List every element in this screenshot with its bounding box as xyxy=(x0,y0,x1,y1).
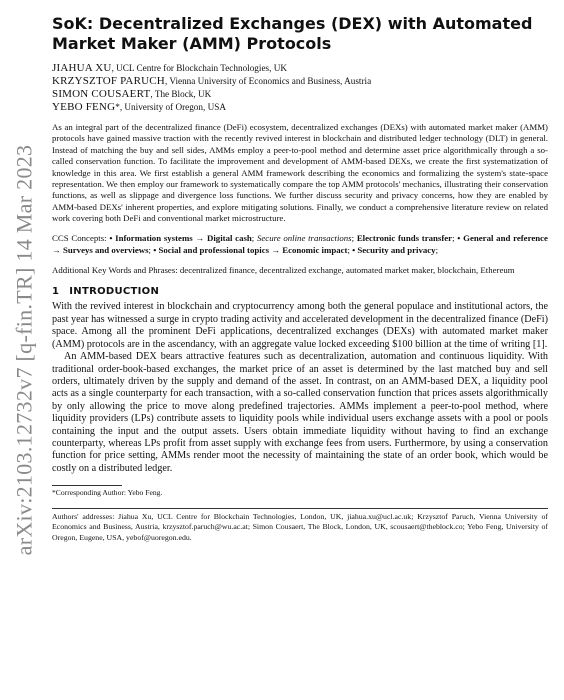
ccs-separator: ; xyxy=(148,244,154,255)
author-affiliation: , UCL Centre for Blockchain Technologies, UK xyxy=(111,63,287,73)
arxiv-stamp xyxy=(4,40,44,660)
ccs-separator: ; xyxy=(351,233,357,244)
author-name: SIMON COUSAERT xyxy=(52,88,151,100)
author-3 xyxy=(52,88,548,101)
ccs-separator: ; xyxy=(251,233,257,244)
body-paragraph: An AMM-based DEX bears attractive features such as decentralization, automation and continuous liquidity. With traditional order-book-based exchanges, the market price of an asset is determined by the last matched buy and sell orders, ultimately driven by the supply and demand of the asset. In contrast, on an AMM-based DEX, a liquidity pool acts as a single counterparty for each transaction, with a so-called conservation function that prices assets algorithmically by only allowing the price to move along predefined trajectories. AMMs implement a peer-to-pool method, where liquidity providers (LPs) contribute assets to liquidity pools while individual users exchange assets with a pool or pools containing the input and the output assets. Users obtain immediate liquidity without having to find an exchange counterparty, whereas LPs profit from asset supply with exchange fees from users. Furthermore, by using a conservation function for price setting, AMMs render moot the necessity of maintaining the state of an order book, which would be costly on a distributed ledger. xyxy=(52,351,548,474)
keywords: Additional Key Words and Phrases: decentralized finance, decentralized exchange, automated market maker, blockchain, Ethereum xyxy=(52,265,515,276)
author-addresses: Authors' addresses: Jiahua Xu, UCL Centre for Blockchain Technologies, London, UK, jiahua.xu@ucl.ac.uk; Krzysztof Paruch, Vienna University of Economics and Business, Austria, krzysztof.paruch@wu.ac.at; Simon Cousaert, The Block, London, UK, scousaert@theblock.co; Yebo Feng, University of Oregon, Eugene, USA, yebof@uoregon.edu. xyxy=(52,512,548,542)
footnote: *Corresponding Author: Yebo Feng. xyxy=(52,488,163,498)
author-list xyxy=(52,62,548,114)
abstract: As an integral part of the decentralized finance (DeFi) ecosystem, decentralized exchanges (DEXs) with automated market maker (AMM) protocols have gained massive traction with the recently revived interest in blockchain and distributed ledger technology (DLT) in general. Instead of matching the buy and sell sides, AMMs employ a peer-to-pool method and determine asset price algorithmically through a so-called conservation function. To facilitate the improvement and development of AMM-based DEXs, we create the first systematization of knowledge in this area. We first establish a general AMM framework describing the economics and formalizing the system's state-space representation. We then employ our framework to systematically compare the top AMM protocols' mechanics, illustrating their conservation functions, as well as slippage and divergence loss functions. We further discuss security and privacy concerns, how they are enabled by AMM-based DEXs' inherent properties, and explore mitigating solutions. Finally, we conduct a comprehensive literature review on related work covering both DeFi and conventional market microstructure. xyxy=(52,122,548,224)
section-heading xyxy=(52,286,548,297)
author-name: YEBO FENG xyxy=(52,101,116,113)
section-number: 1 xyxy=(52,286,60,298)
author-4 xyxy=(52,101,548,114)
author-2 xyxy=(52,75,548,88)
author-affiliation: *, University of Oregon, USA xyxy=(115,102,226,112)
ccs-separator: ; xyxy=(452,233,458,244)
author-affiliation: , Vienna University of Economics and Business, Austria xyxy=(164,76,372,86)
ccs-separator: ; xyxy=(347,244,353,255)
ccs-concept: • Security and privacy xyxy=(352,244,436,255)
ccs-concept: • General and reference → Surveys and overviews xyxy=(52,233,548,255)
paper-title: SoK: Decentralized Exchanges (DEX) with Automated Market Maker (AMM) Protocols xyxy=(52,14,533,53)
ccs-lead: CCS Concepts: xyxy=(52,233,110,244)
ccs-concepts xyxy=(52,233,548,256)
body-paragraph: With the revived interest in blockchain and cryptocurrency among both the general populace and institutional actors, the past year has witnessed a surge in crypto trading activity and accelerated development in the decentralized finance (DeFi) space. Among all the prominent DeFi applications, decentralized exchanges (DEXs) with automated market maker (AMM) protocols are in the ascendancy, with an aggregate value locked exceeding $100 billion at the time of writing [1]. xyxy=(52,301,548,350)
ccs-concept: Secure online transactions xyxy=(257,233,352,244)
addresses-divider xyxy=(52,508,548,509)
ccs-concept: Electronic funds transfer xyxy=(356,233,453,244)
author-name: JIAHUA XU xyxy=(52,62,112,74)
author-1 xyxy=(52,62,548,75)
footnote-divider xyxy=(52,485,122,486)
ccs-concept: • Social and professional topics → Economic impact xyxy=(153,244,348,255)
section-title: INTRODUCTION xyxy=(69,286,160,298)
ccs-separator: ; xyxy=(435,244,439,255)
arxiv-id: arXiv:2103.12732v7 [q-fin.TR] 14 Mar 2023 xyxy=(11,144,36,556)
ccs-concept: • Information systems → Digital cash xyxy=(109,233,252,244)
paper-page xyxy=(52,14,548,551)
author-name: KRZYSZTOF PARUCH xyxy=(52,75,165,87)
author-affiliation: , The Block, UK xyxy=(150,89,212,99)
